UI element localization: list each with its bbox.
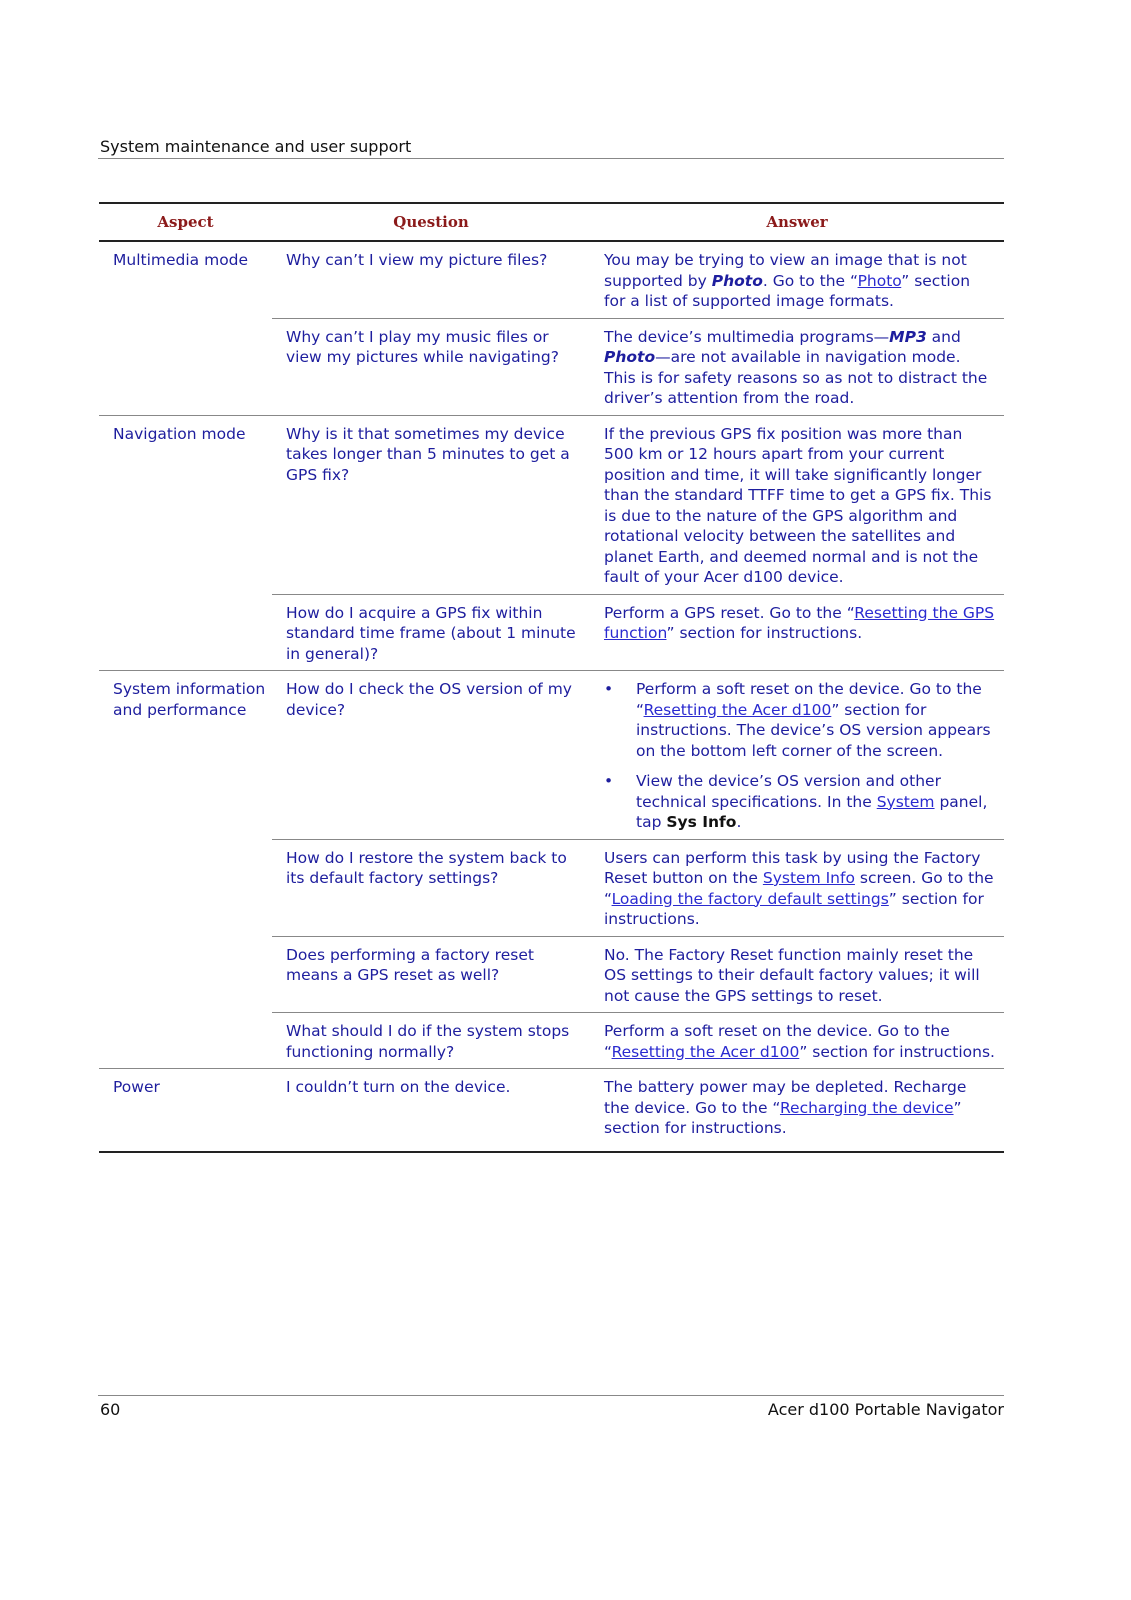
- resetting-acer-d100-link[interactable]: Resetting the Acer d100: [643, 700, 832, 719]
- aspect-cell: [99, 1013, 272, 1069]
- program-name: Photo: [711, 271, 763, 290]
- header-divider: [98, 158, 1004, 159]
- photo-link[interactable]: Photo: [857, 271, 902, 290]
- aspect-cell: System information and performance: [99, 671, 272, 840]
- page-header: System maintenance and user support: [100, 137, 412, 156]
- program-name: MP3: [889, 327, 927, 346]
- table-row: [99, 936, 1004, 1013]
- table-row: [99, 671, 1004, 840]
- question-cell: How do I restore the system back to its default factory settings?: [272, 839, 590, 936]
- table-row: [99, 594, 1004, 671]
- answer-bullet-list: [604, 679, 996, 833]
- bullet-icon: •: [604, 680, 614, 698]
- answer-cell: [590, 671, 1004, 840]
- aspect-cell: [99, 594, 272, 671]
- answer-cell: Perform a soft reset on the device. Go to the “Resetting the Acer d100” section for instructions.: [590, 1013, 1004, 1069]
- aspect-cell: [99, 936, 272, 1013]
- bullet-icon: •: [604, 772, 614, 790]
- table-header-row: [99, 203, 1004, 241]
- question-cell: How do I acquire a GPS fix within standard time frame (about 1 minute in general)?: [272, 594, 590, 671]
- recharging-device-link[interactable]: Recharging the device: [779, 1098, 954, 1117]
- table-row: [99, 318, 1004, 415]
- aspect-cell: [99, 318, 272, 415]
- aspect-cell: Multimedia mode: [99, 241, 272, 318]
- answer-cell: The device’s multimedia programs—MP3 and Photo—are not available in navigation mode. This is for safety reasons so as not to distract the driver’s attention from the road.: [590, 318, 1004, 415]
- list-item: • Perform a soft reset on the device. Go to the “Resetting the Acer d100” section for instructions. The device’s OS version appears on the bottom left corner of the screen.: [604, 680, 991, 760]
- column-header-question: Question: [272, 203, 590, 241]
- table-row: [99, 1013, 1004, 1069]
- aspect-cell: Power: [99, 1069, 272, 1152]
- answer-cell: Users can perform this task by using the Factory Reset button on the System Info screen. Go to the “Loading the factory default settings” section for instructions.: [590, 839, 1004, 936]
- table-row: [99, 1069, 1004, 1152]
- answer-cell: The battery power may be depleted. Recharge the device. Go to the “Recharging the device” section for instructions.: [590, 1069, 1004, 1152]
- question-cell: Why can’t I play my music files or view my pictures while navigating?: [272, 318, 590, 415]
- aspect-cell: [99, 839, 272, 936]
- footer-document-title: Acer d100 Portable Navigator: [767, 1400, 1004, 1419]
- table-row: [99, 241, 1004, 318]
- answer-cell: No. The Factory Reset function mainly reset the OS settings to their default factory values; it will not cause the GPS settings to reset.: [590, 936, 1004, 1013]
- list-item: • View the device’s OS version and other technical specifications. In the System panel, tap Sys Info.: [604, 772, 988, 831]
- aspect-cell: Navigation mode: [99, 415, 272, 594]
- resetting-acer-d100-link[interactable]: Resetting the Acer d100: [611, 1042, 800, 1061]
- answer-cell: If the previous GPS fix position was more than 500 km or 12 hours apart from your current position and time, it will take significantly longer than the standard TTFF time to get a GPS fix. This is due to the nature of the GPS algorithm and rotational velocity between the satellites and planet Earth, and deemed normal and is not the fault of your Acer d100 device.: [590, 415, 1004, 594]
- page-number: 60: [100, 1400, 121, 1419]
- column-header-aspect: Aspect: [99, 203, 272, 241]
- loading-factory-default-link[interactable]: Loading the factory default settings: [611, 889, 889, 908]
- question-cell: Why can’t I view my picture files?: [272, 241, 590, 318]
- answer-cell: You may be trying to view an image that is not supported by Photo. Go to the “Photo” section for a list of supported image formats.: [590, 241, 1004, 318]
- table-row: [99, 415, 1004, 594]
- question-cell: Why is it that sometimes my device takes longer than 5 minutes to get a GPS fix?: [272, 415, 590, 594]
- question-cell: How do I check the OS version of my device?: [272, 671, 590, 840]
- system-link[interactable]: System: [876, 792, 935, 811]
- sys-info-label: Sys Info: [666, 813, 737, 831]
- question-cell: Does performing a factory reset means a GPS reset as well?: [272, 936, 590, 1013]
- question-cell: What should I do if the system stops functioning normally?: [272, 1013, 590, 1069]
- system-info-link[interactable]: System Info: [762, 869, 855, 887]
- table-row: [99, 839, 1004, 936]
- resetting-gps-link[interactable]: Resetting the GPS function: [604, 603, 995, 642]
- faq-table: [99, 202, 1004, 1153]
- answer-cell: Perform a GPS reset. Go to the “Resetting the GPS function” section for instructions.: [590, 594, 1004, 671]
- program-name: Photo: [604, 348, 656, 366]
- question-cell: I couldn’t turn on the device.: [272, 1069, 590, 1152]
- column-header-answer: Answer: [590, 203, 1004, 241]
- footer-divider: [98, 1395, 1004, 1396]
